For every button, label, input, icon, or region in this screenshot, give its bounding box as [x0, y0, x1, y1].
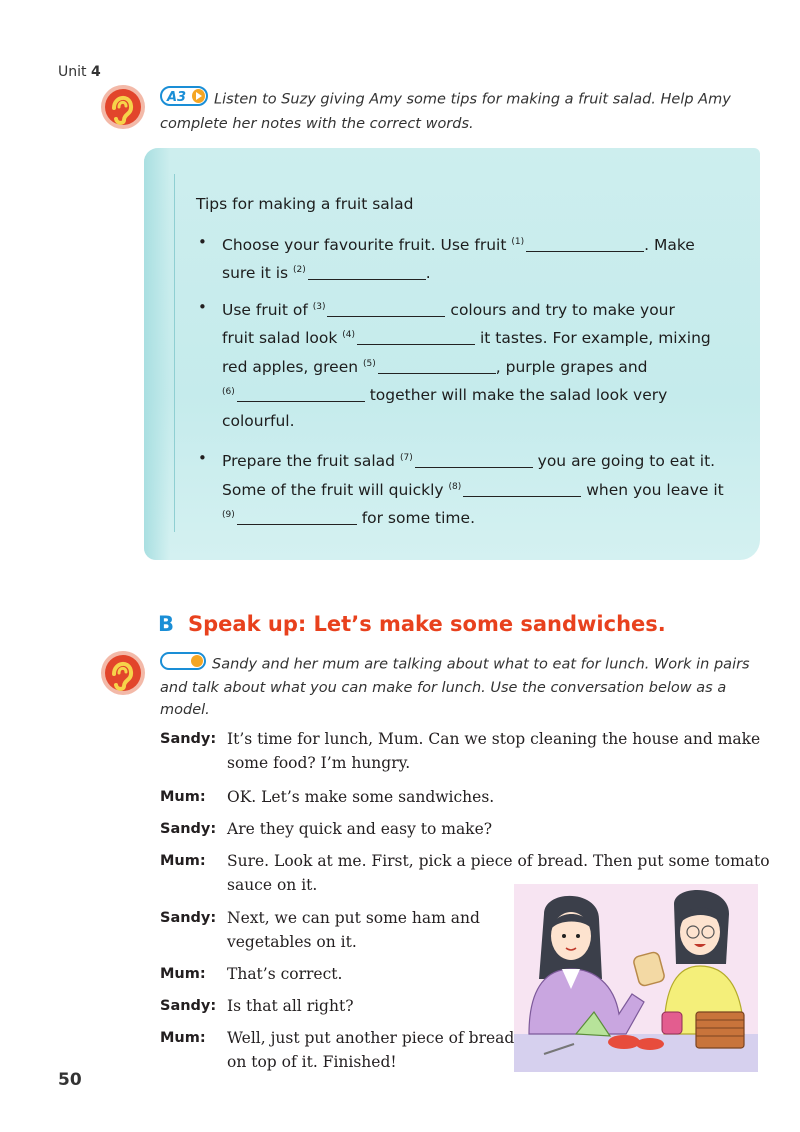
dialogue-line: OK. Let’s make some sandwiches. — [227, 788, 495, 806]
speaker: Sandy: — [160, 998, 217, 1014]
unit-number: 4 — [90, 64, 101, 80]
dialogue-line: vegetables on it. — [227, 933, 357, 951]
unit-label: Unit 4 — [58, 64, 101, 80]
blank-3[interactable] — [327, 300, 445, 317]
bullet: • — [198, 449, 207, 467]
dialogue-line: sauce on it. — [227, 876, 318, 894]
notes-line-5: red apples, green $^{(5)}$ , purple grapes and — [222, 358, 648, 376]
section-a-instruction: A3 Listen to Suzy giving Amy some tips for making a fruit salad. Help Amy complete her notes with the correct words. — [160, 86, 760, 135]
notes-line-8: Prepare the fruit salad $^{(7)}$ you are going to eat it. — [222, 452, 716, 470]
speaker: Sandy: — [160, 910, 217, 926]
speaker: Sandy: — [160, 821, 217, 837]
blank-2[interactable] — [308, 263, 426, 280]
blank-6[interactable] — [237, 385, 365, 402]
section-b-heading — [158, 612, 666, 636]
speaker: Mum: — [160, 853, 206, 869]
section-b-instruction: Sandy and her mum are talking about what to eat for lunch. Work in pairs and talk about what you can make for lunch. Use the conversation below as a model. — [160, 652, 760, 721]
notes-line-9: Some of the fruit will quickly $^{(8)}$ when you leave it — [222, 481, 724, 499]
speak-tag — [160, 652, 206, 677]
dialogue-line: Next, we can put some ham and — [227, 909, 480, 927]
speaker: Mum: — [160, 789, 206, 805]
dialogue-line: Are they quick and easy to make? — [227, 820, 493, 838]
speaker: Mum: — [160, 966, 206, 982]
dialogue-line: That’s correct. — [227, 965, 343, 983]
notes-line-3: Use fruit of $^{(3)}$ colours and try to make your — [222, 301, 675, 319]
section-b-letter: B — [158, 612, 175, 636]
dialogue-line: Is that all right? — [227, 997, 354, 1015]
sandwich-illustration — [514, 884, 758, 1072]
blank-5[interactable] — [378, 357, 496, 374]
dialogue-line: Sure. Look at me. First, pick a piece of bread. Then put some tomato — [227, 852, 770, 870]
notes-line-2: sure it is $^{(2)}$ . — [222, 264, 431, 282]
speaker: Sandy: — [160, 731, 217, 747]
notes-line-7: colourful. — [222, 412, 295, 430]
blank-8[interactable] — [463, 480, 581, 497]
dialogue-line: It’s time for lunch, Mum. Can we stop cleaning the house and make — [227, 730, 761, 748]
blank-7[interactable] — [415, 451, 533, 468]
dialogue-line: Well, just put another piece of bread — [227, 1029, 515, 1047]
section-b-title: Speak up: Let’s make some sandwiches. — [188, 612, 666, 636]
notes-title: Tips for making a fruit salad — [196, 195, 414, 213]
notes-margin-line — [174, 174, 175, 532]
notes-line-4: fruit salad look $^{(4)}$ it tastes. For example, mixing — [222, 329, 711, 347]
blank-9[interactable] — [237, 508, 357, 525]
dialogue-line: some food? I’m hungry. — [227, 754, 411, 772]
page-number: 50 — [58, 1070, 82, 1090]
blank-4[interactable] — [357, 328, 475, 345]
notes-line-1: Choose your favourite fruit. Use fruit $^{(1)}$ . Make — [222, 236, 695, 254]
blank-1[interactable] — [526, 235, 644, 252]
bullet: • — [198, 298, 207, 316]
dialogue-line: on top of it. Finished! — [227, 1053, 397, 1071]
notes-line-6: $^{(6)}$ together will make the salad look very — [222, 386, 668, 404]
notes-line-10: $^{(9)}$ for some time. — [222, 509, 475, 527]
track-label: A3 — [167, 90, 187, 105]
bullet: • — [198, 233, 207, 251]
track-tag — [160, 86, 208, 113]
ear-icon — [100, 84, 146, 130]
speaker: Mum: — [160, 1030, 206, 1046]
speech-icon — [100, 650, 146, 696]
